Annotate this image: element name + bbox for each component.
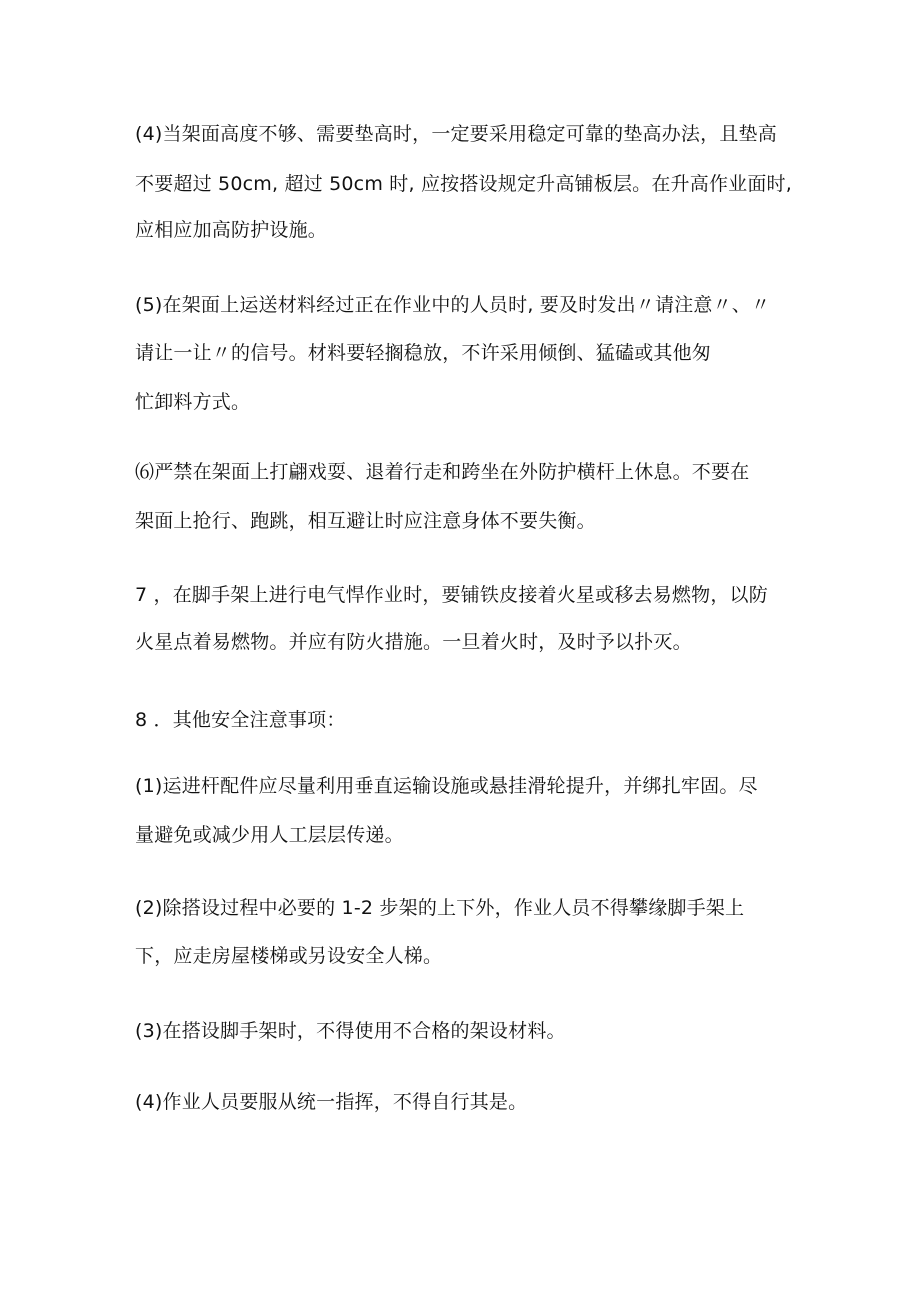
sub-item-4-line-1: (4)作业人员要服从统一指挥，不得自行其是。: [135, 1091, 528, 1113]
sub-item-3-line-1: (3)在搭设脚手架时，不得使用不合格的架设材料。: [135, 1020, 566, 1042]
item-7-line-2: 火星点着易燃物。并应有防火措施。一旦着火时，及时予以扑灭。: [135, 631, 692, 653]
paragraph-5-line-1: (5)在架面上运送材料经过正在作业中的人员时, 要及时发出〃请注意〃、〃: [135, 294, 771, 316]
sub-item-2-line-1: (2)除搭设过程中必要的 1-2 步架的上下外，作业人员不得攀缘脚手架上: [135, 897, 745, 919]
sub-item-1-line-2: 量避免或减少用人工层层传递。: [135, 824, 404, 846]
paragraph-5-line-2: 请让一让〃的信号。材料要轻搁稳放，不许采用倾倒、猛磕或其他匆: [135, 342, 712, 364]
paragraph-6-line-2: 架面上抢行、跑跳，相互避让时应注意身体不要失衡。: [135, 510, 596, 532]
paragraph-4-line-2: 不要超过 50cm, 超过 50cm 时, 应按搭设规定升高铺板层。在升高作业面时,: [135, 173, 792, 195]
paragraph-6-line-1: ⑹严禁在架面上打翩戏耍、退着行走和跨坐在外防护横杆上休息。不要在: [135, 461, 750, 483]
sub-item-2-line-2: 下，应走房屋楼梯或另设安全人梯。: [135, 945, 443, 967]
paragraph-5-line-3: 忙卸料方式。: [135, 391, 251, 413]
item-7-line-1: 7 ，在脚手架上进行电气悍作业时，要铺铁皮接着火星或移去易燃物，以防: [135, 584, 768, 606]
paragraph-4-line-3: 应相应加高防护设施。: [135, 219, 328, 241]
sub-item-1-line-1: (1)运进杆配件应尽量利用垂直运输设施或悬挂滑轮提升，并绑扎牢固。尽: [135, 775, 758, 797]
paragraph-4-line-1: (4)当架面高度不够、需要垫高时，一定要采用稳定可靠的垫高办法，且垫高: [135, 123, 777, 145]
item-8-heading: 8 ．其他安全注意事项：: [135, 709, 346, 731]
